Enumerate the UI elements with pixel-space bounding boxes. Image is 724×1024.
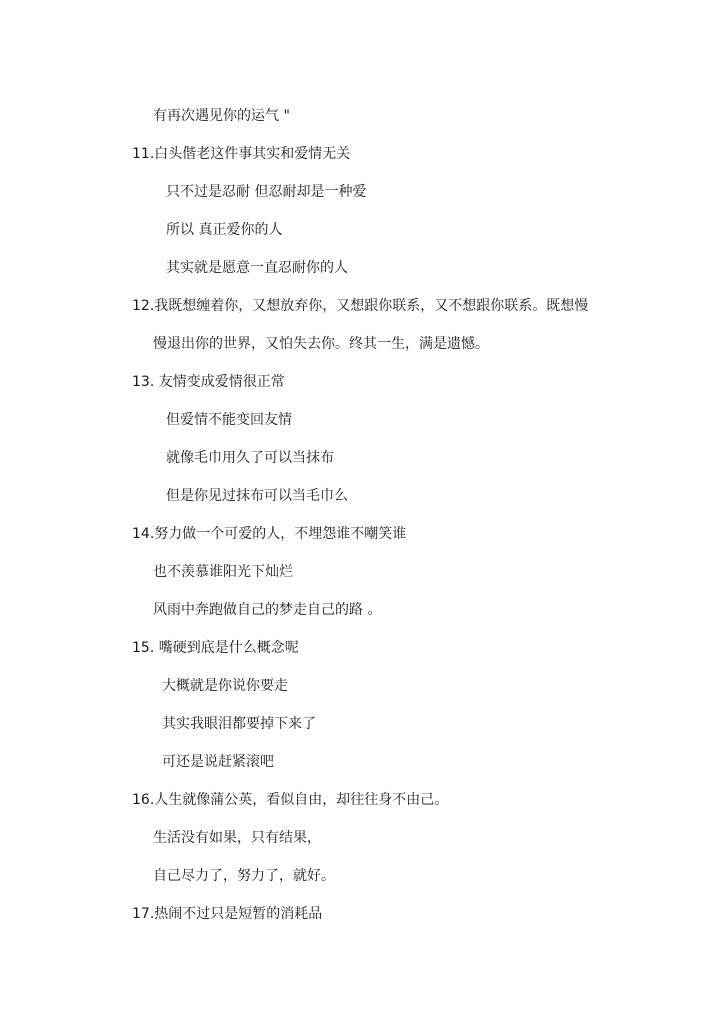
text-line: 有再次遇见你的运气 " bbox=[153, 108, 290, 124]
numbered-item-13: 13. 友情变成爱情很正常 bbox=[132, 374, 285, 390]
text-line: 只不过是忍耐 但忍耐却是一种爱 bbox=[166, 184, 367, 200]
text-line: 但爱情不能变回友情 bbox=[166, 412, 292, 428]
text-line: 也不羡慕谁阳光下灿烂 bbox=[153, 564, 293, 580]
numbered-item-12: 12.我既想缠着你，又想放弃你，又想跟你联系，又不想跟你联系。既想慢 bbox=[132, 298, 589, 314]
numbered-item-17: 17.热闹不过只是短暂的消耗品 bbox=[132, 906, 323, 922]
text-line: 所以 真正爱你的人 bbox=[166, 222, 283, 238]
text-line: 自己尽力了，努力了，就好。 bbox=[153, 868, 335, 884]
numbered-item-11: 11.白头偕老这件事其实和爱情无关 bbox=[132, 146, 351, 162]
text-line: 就像毛巾用久了可以当抹布 bbox=[166, 450, 334, 466]
text-line: 其实就是愿意一直忍耐你的人 bbox=[166, 260, 348, 276]
numbered-item-16: 16.人生就像蒲公英，看似自由，却往往身不由己。 bbox=[132, 792, 449, 808]
text-line: 慢退出你的世界，又怕失去你。终其一生，满是遗憾。 bbox=[153, 336, 489, 352]
numbered-item-14: 14.努力做一个可爱的人，不埋怨谁不嘲笑谁 bbox=[132, 526, 407, 542]
text-line: 风雨中奔跑做自己的梦走自己的路 。 bbox=[153, 602, 382, 618]
text-line: 其实我眼泪都要掉下来了 bbox=[162, 716, 316, 732]
text-line: 大概就是你说你要走 bbox=[162, 678, 288, 694]
numbered-item-15: 15. 嘴硬到底是什么概念呢 bbox=[132, 640, 299, 656]
text-line: 生活没有如果，只有结果， bbox=[153, 830, 321, 846]
text-line: 可还是说赶紧滚吧 bbox=[162, 754, 274, 770]
text-line: 但是你见过抹布可以当毛巾么 bbox=[166, 488, 348, 504]
